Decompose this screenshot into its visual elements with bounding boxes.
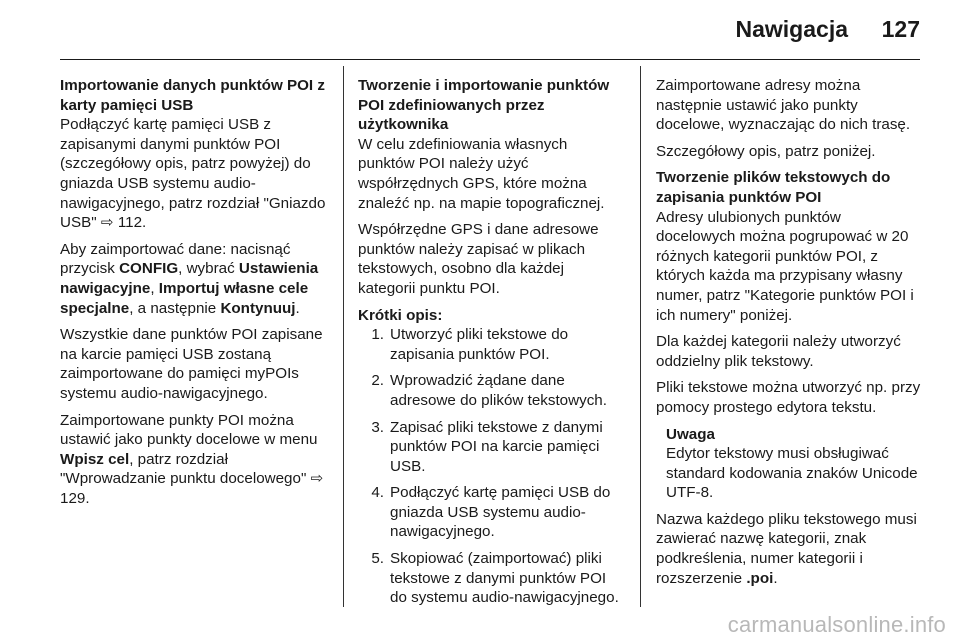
watermark: carmanualsonline.info	[727, 612, 946, 637]
menu-item-import-poi: Importuj własne cele specjalne	[60, 279, 309, 317]
paragraph-connect-usb: Podłączyć kartę pamięci USB z zapisanymi danymi punktów POI (szczegółowy opis, patrz powyżej) do gniazda USB systemu audio-nawigacyjnego, patrz rozdział "Gniazdo USB" ⇨ 112.	[60, 116, 326, 232]
config-button-label: CONFIG	[119, 260, 179, 278]
section-heading-import-usb: Importowanie danych punktów POI z karty pamięci USB	[60, 77, 325, 114]
steps-list	[358, 325, 624, 608]
section-heading-user-poi: Tworzenie i importowanie punktów POI zdefiniowanych przez użytkownika	[358, 77, 610, 134]
section-heading-text-files: Tworzenie plików tekstowych do zapisania punktów POI	[656, 169, 891, 206]
column-divider-2	[640, 66, 641, 607]
list-item: 4. Podłączyć kartę pamięci USB do gniazda USB systemu audio-nawigacyjnego.	[371, 484, 611, 541]
paragraph-file-naming: Nazwa każdego pliku tekstowego musi zawierać nazwę kategorii, znak podkreślenia, numer kategorii i rozszerzenie .poi.	[656, 510, 917, 587]
page-reference-link[interactable]: 129	[60, 489, 86, 507]
paragraph-import-steps: Aby zaimportować dane: nacisnąć przycisk CONFIG, wybrać Ustawienia nawigacyjne, Importuj własne cele specjalne, a następnie Kontynuuj.	[60, 240, 319, 317]
page-number: 127	[881, 16, 920, 42]
page-header	[0, 0, 960, 60]
page-reference-icon: ⇨	[310, 470, 324, 488]
note-title: Uwaga	[666, 425, 715, 443]
menu-item-navigation-settings: Ustawienia nawigacyjne	[60, 260, 319, 297]
page-reference-link[interactable]: 112	[117, 214, 143, 232]
paragraph-categories: Adresy ulubionych punktów docelowych można pogrupować w 20 różnych kategorii punktów POI, z których każda ma przypisany własny numer, patrz "Kategorie punktów POI i ich numery" poniżej.	[656, 208, 914, 324]
paragraph-set-destination: Zaimportowane punkty POI można ustawić jako punkty docelowe w menu Wpisz cel, patrz rozdział "Wprowadzanie punktu docelowego" ⇨ 129.	[60, 411, 324, 507]
paragraph-details-below: Szczegółowy opis, patrz poniżej.	[656, 142, 876, 160]
menu-item-continue: Kontynuuj	[220, 299, 296, 317]
list-item: 3. Zapisać pliki tekstowe z danymi punktów POI na karcie pamięci USB.	[371, 418, 603, 475]
paragraph-imported-addresses: Zaimportowane adresy można następnie ustawić jako punkty docelowe, wyznaczając do nich trasę.	[656, 77, 911, 134]
list-item: 5. Skopiować (zaimportować) pliki tekstowe z danymi punktów POI do systemu audio-nawigacyjnego.	[371, 550, 619, 607]
paragraph-all-data: Wszystkie dane punktów POI zapisane na karcie pamięci USB zostaną zaimportowane do pamięci myPOIs systemu audio-nawigacyjnego.	[60, 326, 323, 402]
paragraph-save-files: Współrzędne GPS i dane adresowe punktów należy zapisać w plikach tekstowych, osobno dla każdej kategorii punktu POI.	[358, 221, 599, 297]
page-title: Nawigacja	[735, 16, 848, 42]
list-item: 1. Utworzyć pliki tekstowe do zapisania punktów POI.	[371, 326, 569, 363]
menu-item-enter-destination: Wpisz cel	[60, 450, 130, 468]
paragraph-text-editor: Pliki tekstowe można utworzyć np. przy pomocy prostego edytora tekstu.	[656, 379, 921, 416]
note-box	[656, 425, 922, 503]
column-1	[60, 76, 328, 515]
file-extension: .poi	[746, 569, 774, 587]
paragraph-gps-coordinates: W celu zdefiniowania własnych punktów POI należy użyć współrzędnych GPS, które można znaleźć np. na mapie topograficznej.	[358, 135, 605, 212]
list-item: 2. Wprowadzić żądane dane adresowe do plików tekstowych.	[371, 372, 607, 409]
column-3	[656, 76, 922, 595]
column-2	[358, 76, 624, 615]
steps-heading: Krótki opis:	[358, 306, 443, 324]
paragraph-separate-file: Dla każdej kategorii należy utworzyć oddzielny plik tekstowy.	[656, 333, 901, 370]
header-rule	[60, 59, 920, 60]
page-reference-icon: ⇨	[100, 214, 114, 232]
column-divider-1	[343, 66, 344, 607]
note-text: Edytor tekstowy musi obsługiwać standard kodowania znaków Unicode UTF-8.	[666, 445, 918, 502]
